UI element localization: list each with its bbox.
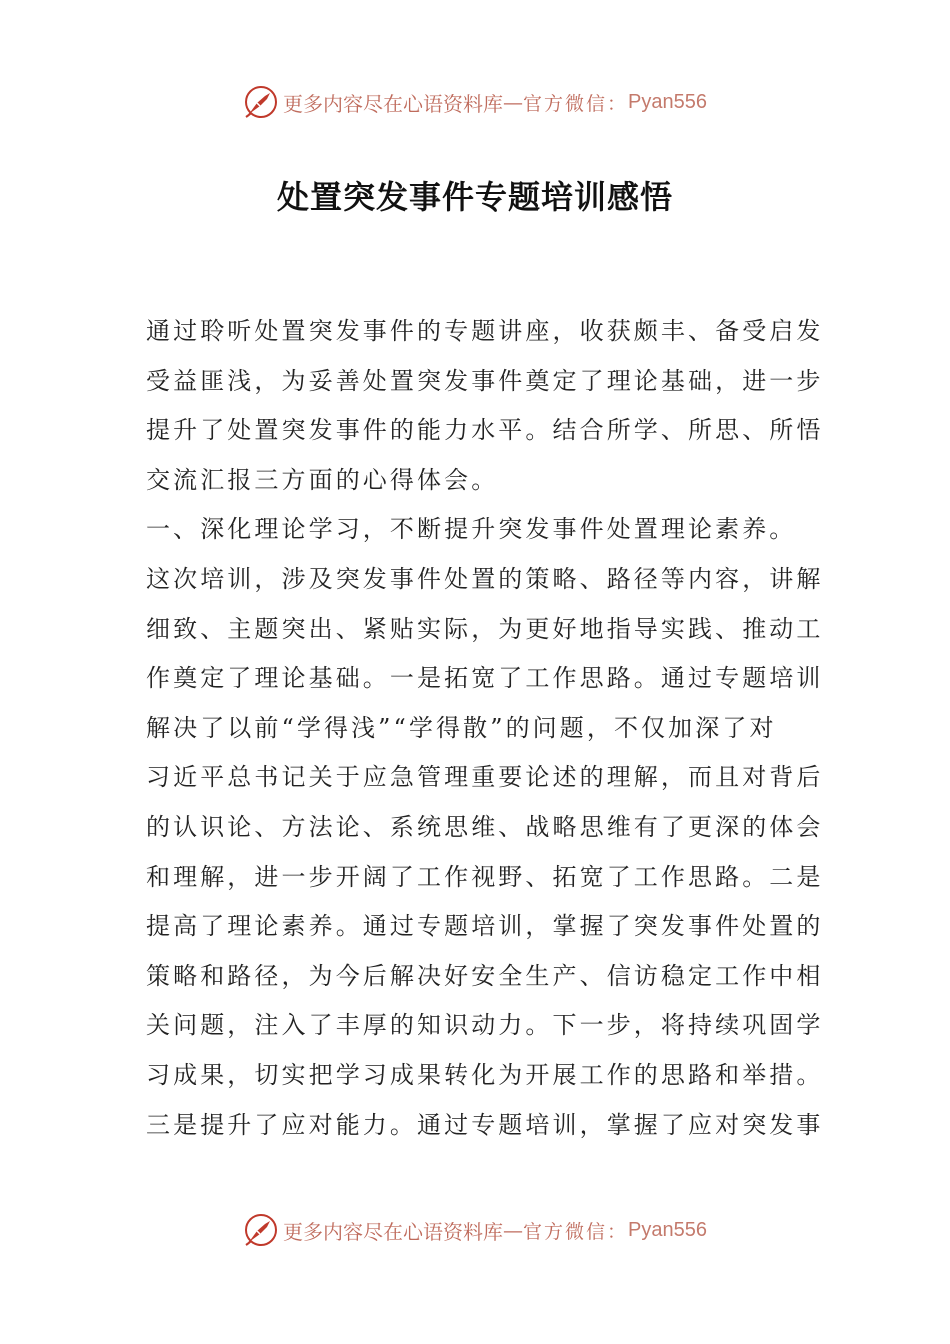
body-line: 细致、主题突出、紧贴实际，为更好地指导实践、推动工 — [146, 614, 824, 643]
body-line: 作奠定了理论基础。一是拓宽了工作思路。通过专题培训 — [146, 664, 824, 693]
footer-banner — [0, 1208, 950, 1252]
banner-main-text: 更多内容尽在心语资料库 — [283, 91, 503, 116]
banner-main-text: 更多内容尽在心语资料库 — [283, 1219, 503, 1244]
body-line: 习成果，切实把学习成果转化为开展工作的思路和举措。 — [146, 1060, 824, 1089]
document-title: 处置突发事件专题培训感悟 — [276, 178, 673, 216]
body-line: 提高了理论素养。通过专题培训，掌握了突发事件处置的 — [146, 912, 824, 941]
body-line: 的认识论、方法论、系统思维、战略思维有了更深的体会 — [146, 812, 824, 841]
body-line: 受益匪浅，为妥善处置突发事件奠定了理论基础，进一步 — [146, 366, 824, 395]
body-line: 交流汇报三方面的心得体会。 — [146, 465, 499, 494]
pen-nib-logo-icon — [243, 1212, 279, 1248]
pen-nib-logo-icon — [243, 84, 279, 120]
document-body — [146, 307, 824, 1150]
body-line: 三是提升了应对能力。通过专题培训，掌握了应对突发事 — [146, 1110, 824, 1139]
body-line: 通过聆听处置突发事件的专题讲座，收获颇丰、备受启发 — [146, 317, 824, 345]
body-line: 一、深化理论学习，不断提升突发事件处置理论素养。 — [146, 515, 797, 544]
body-line: 关问题，注入了丰厚的知识动力。下一步，将持续巩固学 — [146, 1011, 824, 1040]
banner-wechat-id: Pyan556 — [628, 90, 707, 113]
body-line: 这次培训，涉及突发事件处置的策略、路径等内容，讲解 — [146, 564, 824, 593]
banner-separator: — — [503, 90, 523, 114]
banner-separator: — — [503, 1218, 523, 1242]
banner-wechat-label: 官方微信： — [523, 1220, 629, 1243]
banner-wechat-label: 官方微信： — [523, 92, 629, 115]
body-line: 策略和路径，为今后解决好安全生产、信访稳定工作中相 — [146, 961, 824, 990]
header-banner — [0, 80, 950, 124]
body-line: 提升了处置突发事件的能力水平。结合所学、所思、所悟 — [146, 416, 824, 445]
body-line: 和理解，进一步开阔了工作视野、拓宽了工作思路。二是 — [146, 862, 824, 891]
body-line: 解决了以前“学得浅”“学得散”的问题，不仅加深了对 — [146, 713, 777, 742]
body-line: 习近平总书记关于应急管理重要论述的理解，而且对背后 — [146, 763, 824, 792]
banner-wechat-id: Pyan556 — [628, 1218, 707, 1241]
